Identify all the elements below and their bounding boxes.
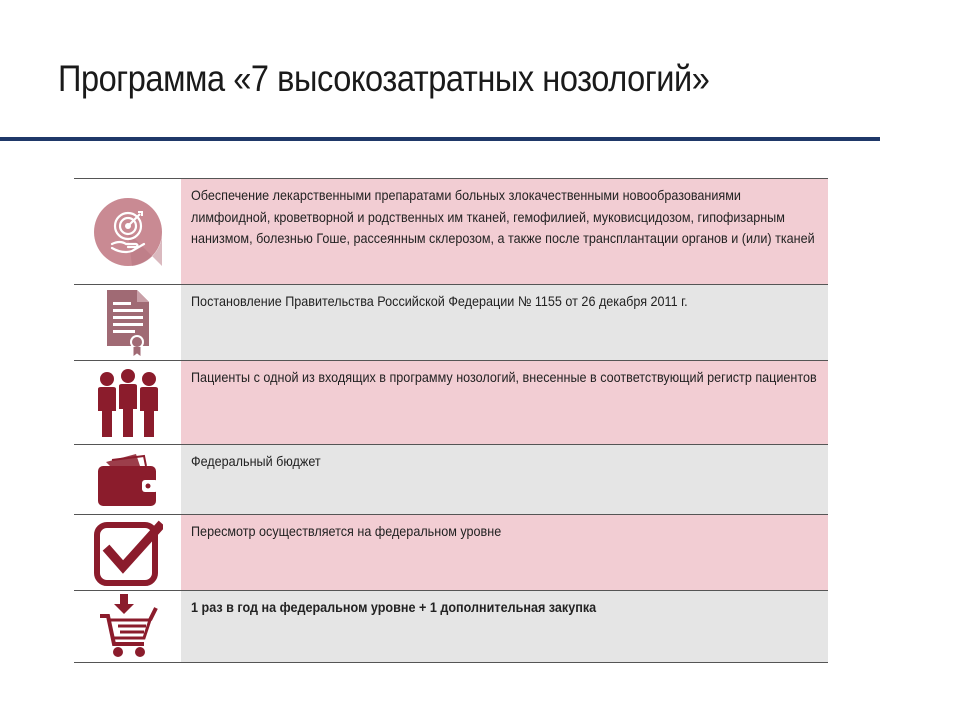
table-row xyxy=(74,445,828,515)
title-underline xyxy=(0,137,880,141)
checkmark-box-icon xyxy=(93,519,163,587)
table-row xyxy=(74,515,828,591)
icon-cell xyxy=(74,285,181,360)
table-row xyxy=(74,285,828,361)
table-row xyxy=(74,591,828,663)
row-text-cell xyxy=(181,285,828,360)
program-info-table xyxy=(74,178,828,663)
people-group-icon xyxy=(96,367,160,439)
row-text: 1 раз в год на федеральном уровне + 1 дополнительная закупка xyxy=(191,599,597,615)
page-title: Программа «7 высокозатратных нозологий» xyxy=(58,58,710,99)
document-certificate-icon xyxy=(103,288,153,358)
row-text: Обеспечение лекарственными препаратами больных злокачественными новообразованиями лимфоидной, кроветворной и родственных им тканей, гемофилией, муковисцидозом, гипофизарным нанизмом, болезнью Гоше, рассеянным склерозом, а также после трансплантации органов и (или) тканей xyxy=(191,187,815,246)
table-row xyxy=(74,361,828,445)
icon-cell xyxy=(74,361,181,444)
row-text: Постановление Правительства Российской Федерации № 1155 от 26 декабря 2011 г. xyxy=(191,293,688,309)
icon-cell xyxy=(74,179,181,284)
row-text-cell xyxy=(181,445,828,514)
row-text: Пациенты с одной из входящих в программу нозологий, внесенные в соответствующий регистр пациентов xyxy=(191,369,817,385)
icon-cell xyxy=(74,445,181,514)
target-hand-icon xyxy=(92,196,164,268)
row-text: Федеральный бюджет xyxy=(191,453,321,469)
row-text: Пересмотр осуществляется на федеральном уровне xyxy=(191,523,502,539)
icon-cell xyxy=(74,515,181,590)
wallet-icon xyxy=(96,452,160,508)
table-row xyxy=(74,179,828,285)
shopping-cart-download-icon xyxy=(98,594,158,660)
icon-cell xyxy=(74,591,181,662)
row-text-cell xyxy=(181,515,828,590)
row-text-cell xyxy=(181,591,828,662)
row-text-cell xyxy=(181,361,828,444)
row-text-cell xyxy=(181,179,828,284)
